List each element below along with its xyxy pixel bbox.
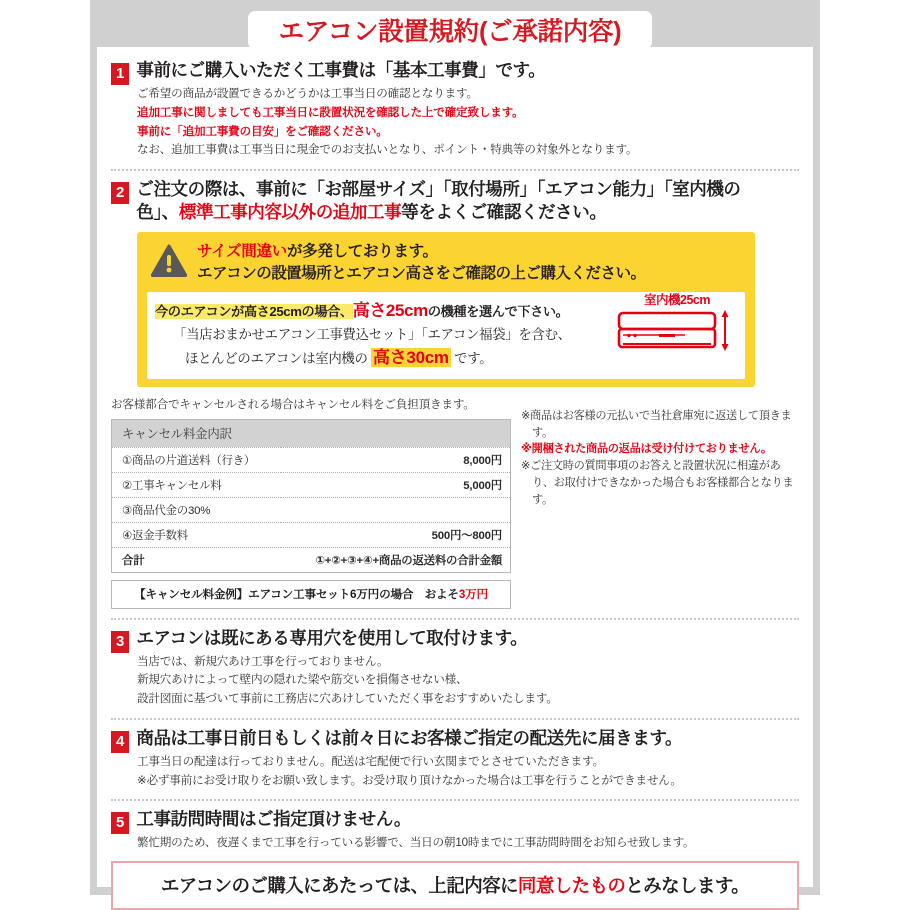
cancellation-note-2: ※開梱された商品の返品は受け付けておりません。 xyxy=(521,443,772,456)
indoor-unit-label: 室内機25cm xyxy=(644,293,710,308)
page-title: エアコン設置規約(ご承諾内容) xyxy=(278,18,622,46)
section-5-body xyxy=(111,834,799,853)
size-warning-box xyxy=(137,232,755,386)
section-1-line-2: 追加工事に関しましても工事当日に設置状況を確認した上で確定致します。 xyxy=(137,105,524,119)
section-1-heading xyxy=(111,59,799,85)
consent-part-2: とみなします。 xyxy=(625,875,750,897)
fee-total-amount: ①+②+③+④+商品の返送料の合計金額 xyxy=(281,547,510,572)
section-2-title-line1: ご注文の際は、事前に「お部屋サイズ」「取付場所」「エアコン能力」「室内機の xyxy=(136,179,741,200)
detail-line-1-big: 高さ25cm xyxy=(352,301,428,321)
fee-table-header: キャンセル料金内訳 xyxy=(112,419,511,447)
section-4-line-2: ※必ず事前にお受け取りをお願い致します。お受け取り頂けなかった場合は工事を行うことができません。 xyxy=(137,773,682,787)
consent-banner xyxy=(111,861,799,910)
section-1-line-4: なお、追加工事費は工事当日に現金でのお支払いとなり、ポイント・特典等の対象外となります。 xyxy=(137,143,638,157)
divider-1 xyxy=(111,169,799,171)
detail-line-2: 「当店おまかせエアコン工事費込セット」「エアコン福袋」を含む、 xyxy=(173,326,571,342)
section-1-body xyxy=(111,85,799,160)
section-1-line-3: 事前に「追加工事費の目安」をご確認ください。 xyxy=(137,124,388,138)
section-3-heading xyxy=(111,627,799,653)
cancellation-area xyxy=(111,396,799,609)
section-2-title xyxy=(136,178,740,224)
section-5-heading xyxy=(111,808,799,834)
section-3-body xyxy=(111,653,799,709)
example-amount: 3万円 xyxy=(458,587,488,601)
document-title-banner xyxy=(248,11,652,49)
size-warning-detail xyxy=(147,292,745,378)
size-warning-line-2: エアコンの設置場所とエアコン高さをご確認の上ご購入ください。 xyxy=(197,265,646,283)
cancellation-left xyxy=(111,396,511,609)
fee-row-4-amount: 500円～800円 xyxy=(281,522,510,547)
example-prefix: 【キャンセル料金例】エアコン工事セット6万円の場合 およそ xyxy=(134,587,459,601)
section-2-heading xyxy=(111,178,799,224)
section-4-heading xyxy=(111,727,799,753)
table-row xyxy=(112,522,511,547)
indoor-unit-diagram xyxy=(613,294,741,363)
section-5-title: 工事訪問時間はご指定頂けません。 xyxy=(136,809,411,830)
table-row-total xyxy=(112,547,511,572)
size-warning-emphasis: サイズ間違い xyxy=(197,243,287,261)
section-3-title: エアコンは既にある専用穴を使用して取付けます。 xyxy=(136,627,528,648)
section-1-number: 1 xyxy=(111,63,129,85)
detail-line-3-b: です。 xyxy=(450,351,493,367)
fee-total-label: 合計 xyxy=(112,547,282,572)
detail-line-3-a: ほとんどのエアコンは室内機の xyxy=(185,351,372,367)
fee-row-2-amount: 5,000円 xyxy=(281,472,510,497)
fee-row-4-label: ④返金手数料 xyxy=(112,522,282,547)
fee-row-2-label: ②工事キャンセル料 xyxy=(112,472,282,497)
fee-table-header-row xyxy=(112,419,511,447)
section-5-number: 5 xyxy=(111,812,129,834)
section-2-title-line2a: 色」、 xyxy=(136,202,179,223)
consent-part-1: エアコンのご購入にあたっては、上記内容に xyxy=(160,875,518,897)
size-warning-header xyxy=(147,241,745,285)
section-5-line-1: 繁忙期のため、夜遅くまで工事を行っている影響で、当日の朝10時までに工事訪問時間をお知らせ致します。 xyxy=(137,836,695,850)
section-2-title-highlight: 標準工事内容以外の追加工事 xyxy=(178,202,402,223)
section-1-title: 事前にご購入いただく工事費は「基本工事費」です。 xyxy=(136,60,546,80)
detail-line-3-highlight: 高さ30cm xyxy=(373,348,449,368)
section-3-line-1: 当店では、新規穴あけ工事を行っておりません。 xyxy=(137,654,389,668)
fee-row-1-label: ①商品の片道送料（行き） xyxy=(112,447,282,472)
table-row xyxy=(112,447,511,472)
content-sheet xyxy=(97,47,813,897)
divider-3 xyxy=(111,718,799,720)
table-row xyxy=(112,472,511,497)
section-3-number: 3 xyxy=(111,631,129,653)
fee-row-3-label: ③商品代金の30% xyxy=(112,497,282,522)
cancellation-fee-table xyxy=(111,419,511,573)
consent-text xyxy=(161,875,749,896)
cancellation-example-text xyxy=(134,588,488,601)
cancellation-note-1: ※商品はお客様の元払いで当社倉庫宛に返送して頂きます。 xyxy=(521,409,792,439)
size-warning-line-1 xyxy=(197,241,645,263)
section-4-body xyxy=(111,753,799,791)
size-warning-text xyxy=(197,241,645,285)
cancellation-notes xyxy=(521,396,799,609)
warning-triangle-icon xyxy=(151,244,187,282)
fee-row-1-amount: 8,000円 xyxy=(281,447,510,472)
section-4-number: 4 xyxy=(111,731,129,753)
consent-emphasis: 同意したもの xyxy=(517,875,626,897)
cancellation-note-3: ※ご注文時の質問事項のお答えと設置状況に相違があり、お取付けできなかった場合もお客様都合となります。 xyxy=(521,460,794,506)
divider-4 xyxy=(111,799,799,801)
detail-line-1-tail: の機種を選んで下さい。 xyxy=(427,304,569,320)
size-warning-line-1-rest: が多発しております。 xyxy=(286,243,438,261)
cancellation-intro: お客様都合でキャンセルされる場合はキャンセル料をご負担頂きます。 xyxy=(111,397,475,411)
section-2-number: 2 xyxy=(111,182,129,204)
section-4-line-1: 工事当日の配達は行っておりません。配送は宅配便で行い玄関までとさせていただきます。 xyxy=(137,754,604,768)
section-2-title-line2b: 等をよくご確認ください。 xyxy=(401,202,607,223)
fee-row-3-amount xyxy=(281,497,510,522)
section-3-line-2: 新規穴あけによって壁内の隠れた梁や筋交いを損傷させない様、 xyxy=(137,673,468,687)
table-row xyxy=(112,497,511,522)
section-3-line-3: 設計図面に基づいて事前に工務店に穴あけしていただく事をおすすめいたします。 xyxy=(137,692,558,706)
section-4-title: 商品は工事日前日もしくは前々日にお客様ご指定の配送先に届きます。 xyxy=(136,727,683,748)
detail-line-1-highlight: 今のエアコンが高さ25cmの場合、 xyxy=(155,304,353,320)
section-1-line-1: ご希望の商品が設置できるかどうかは工事当日の確認となります。 xyxy=(137,87,478,100)
indoor-unit-icon xyxy=(615,308,739,358)
cancellation-example-box xyxy=(111,580,511,609)
divider-2 xyxy=(111,618,799,620)
